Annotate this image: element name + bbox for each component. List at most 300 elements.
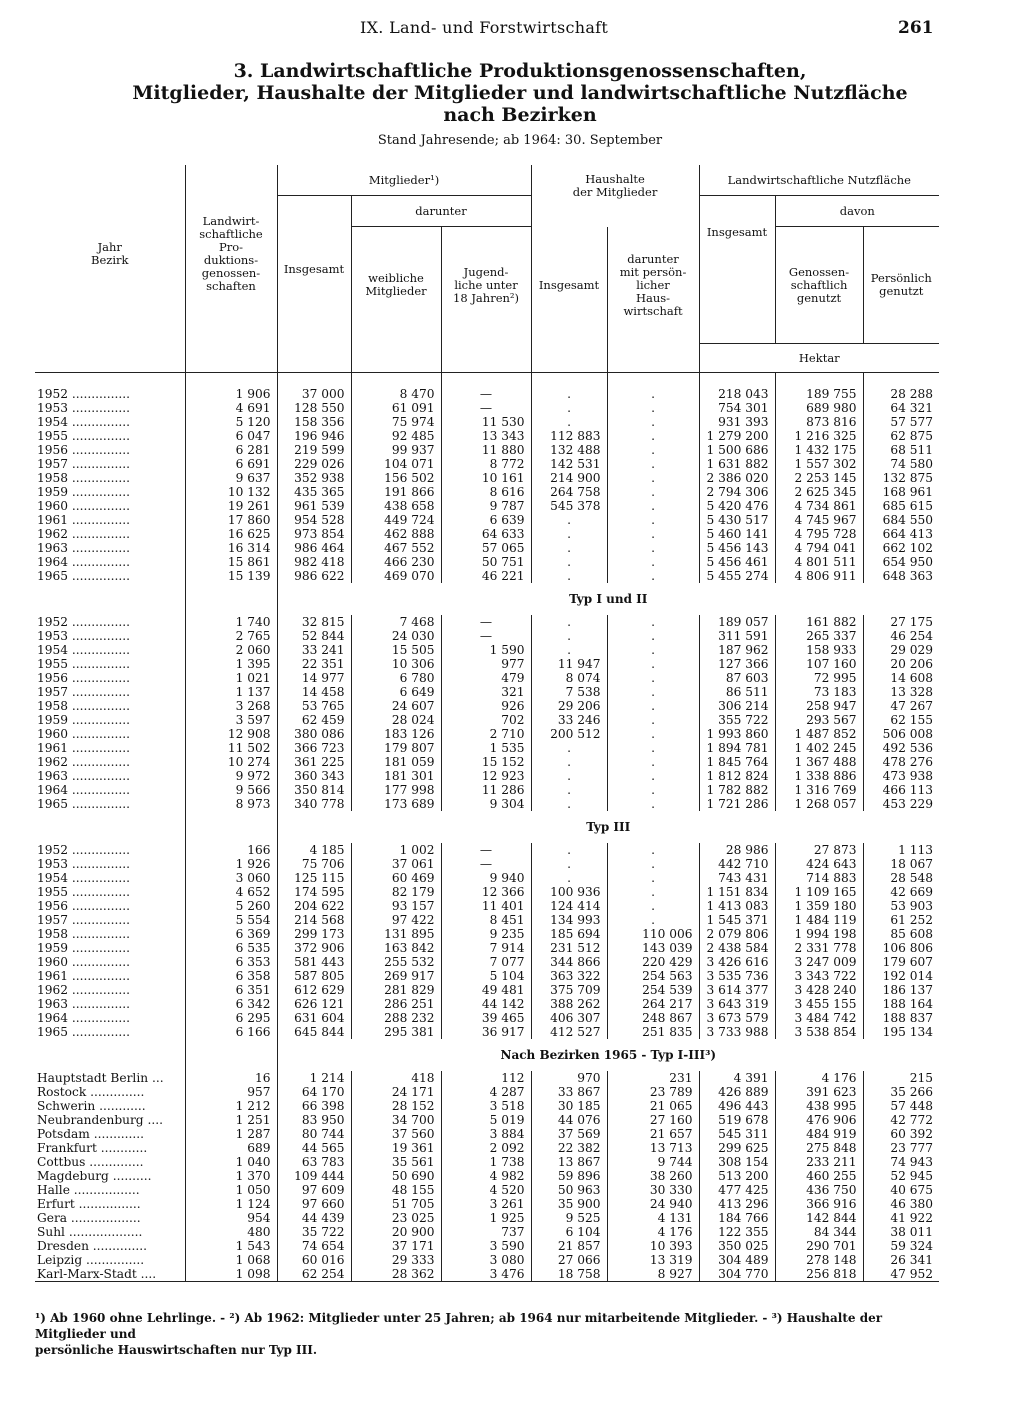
table-cell: 1 402 245 xyxy=(775,741,863,755)
table-cell: 37 560 xyxy=(351,1127,441,1141)
table-cell: 3 538 854 xyxy=(775,1025,863,1039)
table-cell: 1 021 xyxy=(185,671,277,685)
table-cell: 166 xyxy=(185,843,277,857)
row-label: 1954 ............... xyxy=(37,871,131,885)
table-cell: 3 597 xyxy=(185,713,277,727)
table-cell: 28 548 xyxy=(863,871,939,885)
table-cell: 26 341 xyxy=(863,1253,939,1267)
table-cell: 350 025 xyxy=(699,1239,775,1253)
table-cell: 92 485 xyxy=(351,429,441,443)
table-cell: 188 164 xyxy=(863,997,939,1011)
table-cell: 4 745 967 xyxy=(775,513,863,527)
table-cell: 363 322 xyxy=(531,969,607,983)
table-cell: 104 071 xyxy=(351,457,441,471)
row-label: 1962 ............... xyxy=(37,755,131,769)
row-label: 1965 ............... xyxy=(37,797,131,811)
row-label: 1961 ............... xyxy=(37,741,131,755)
table-cell: 14 977 xyxy=(277,671,351,685)
table-cell: 1 845 764 xyxy=(699,755,775,769)
table-cell: 4 176 xyxy=(775,1071,863,1085)
table-row xyxy=(35,471,939,485)
table-cell: 6 342 xyxy=(185,997,277,1011)
table-cell: 22 351 xyxy=(277,657,351,671)
table-cell: 506 008 xyxy=(863,727,939,741)
table-cell: 15 139 xyxy=(185,569,277,583)
table-cell: . xyxy=(531,797,607,811)
chapter-heading: IX. Land- und Forstwirtschaft xyxy=(360,18,609,37)
row-label: 1952 ............... xyxy=(37,843,131,857)
table-cell: 587 805 xyxy=(277,969,351,983)
table-row xyxy=(35,699,939,713)
header-cooperative-use: Genossen- schaftlich genutzt xyxy=(775,227,863,344)
table-cell: . xyxy=(607,615,699,629)
table-cell: . xyxy=(531,615,607,629)
table-cell: 1 316 769 xyxy=(775,783,863,797)
table-cell: 183 126 xyxy=(351,727,441,741)
table-cell: 344 866 xyxy=(531,955,607,969)
table-cell: 477 425 xyxy=(699,1183,775,1197)
table-cell: 8 451 xyxy=(441,913,531,927)
table-cell: 51 705 xyxy=(351,1197,441,1211)
table-row xyxy=(35,1253,939,1267)
table-cell: 161 882 xyxy=(775,615,863,629)
table-cell: 293 567 xyxy=(775,713,863,727)
header-households: Haushalte der Mitglieder xyxy=(531,165,699,227)
table-row xyxy=(35,843,939,857)
table-row xyxy=(35,485,939,499)
table-cell: 16 625 xyxy=(185,527,277,541)
table-row xyxy=(35,1011,939,1025)
table-cell: 278 148 xyxy=(775,1253,863,1267)
table-cell: 14 608 xyxy=(863,671,939,685)
table-cell: . xyxy=(607,755,699,769)
row-label: Neubrandenburg .... xyxy=(37,1113,163,1127)
table-row xyxy=(35,983,939,997)
table-cell: 23 025 xyxy=(351,1211,441,1225)
table-cell: 11 530 xyxy=(441,415,531,429)
table-cell: 12 923 xyxy=(441,769,531,783)
table-cell: 231 xyxy=(607,1071,699,1085)
table-cell: 413 296 xyxy=(699,1197,775,1211)
table-cell: 189 755 xyxy=(775,387,863,401)
table-cell: 6 295 xyxy=(185,1011,277,1025)
table-cell: 1 487 852 xyxy=(775,727,863,741)
table-cell: . xyxy=(531,857,607,871)
table-row xyxy=(35,457,939,471)
table-cell: 24 171 xyxy=(351,1085,441,1099)
table-cell: 204 622 xyxy=(277,899,351,913)
table-cell: 22 382 xyxy=(531,1141,607,1155)
table-cell: 163 842 xyxy=(351,941,441,955)
row-label: 1960 ............... xyxy=(37,727,131,741)
table-cell: 24 030 xyxy=(351,629,441,643)
table-cell: 62 459 xyxy=(277,713,351,727)
table-row xyxy=(35,755,939,769)
table-cell: 191 866 xyxy=(351,485,441,499)
table-cell: 1 279 200 xyxy=(699,429,775,443)
table-cell: 173 689 xyxy=(351,797,441,811)
row-label: 1957 ............... xyxy=(37,457,131,471)
table-cell: . xyxy=(531,541,607,555)
table-cell: 60 469 xyxy=(351,871,441,885)
table-cell: 35 266 xyxy=(863,1085,939,1099)
table-cell: 195 134 xyxy=(863,1025,939,1039)
table-cell: 1 740 xyxy=(185,615,277,629)
row-label: Cottbus .............. xyxy=(37,1155,144,1169)
table-cell: . xyxy=(531,527,607,541)
table-cell: 16 xyxy=(185,1071,277,1085)
table-cell: 93 157 xyxy=(351,899,441,913)
table-row xyxy=(35,769,939,783)
table-cell: 288 232 xyxy=(351,1011,441,1025)
table-cell: 192 014 xyxy=(863,969,939,983)
table-cell: 132 875 xyxy=(863,471,939,485)
table-subtitle: Stand Jahresende; ab 1964: 30. September xyxy=(377,133,663,148)
row-label: 1955 ............... xyxy=(37,885,131,899)
table-cell: . xyxy=(607,541,699,555)
table-cell: 80 744 xyxy=(277,1127,351,1141)
footnote-line-1: ¹) Ab 1960 ohne Lehrlinge. - ²) Ab 1962: Mitglieder unter 25 Jahren; ab 1964 nur mitarbeitende Mitglieder. - ³) Haushalte der Mitglieder und xyxy=(35,1311,883,1341)
row-label: Potsdam ............. xyxy=(37,1127,145,1141)
table-cell: . xyxy=(531,741,607,755)
header-unit-hectare: Hektar xyxy=(699,344,939,373)
table-cell: 156 502 xyxy=(351,471,441,485)
table-cell: 438 658 xyxy=(351,499,441,513)
table-cell: 68 511 xyxy=(863,443,939,457)
table-cell: 16 314 xyxy=(185,541,277,555)
table-cell: 75 706 xyxy=(277,857,351,871)
table-cell: 44 076 xyxy=(531,1113,607,1127)
table-cell: 466 113 xyxy=(863,783,939,797)
table-cell: 1 068 xyxy=(185,1253,277,1267)
table-cell: 99 937 xyxy=(351,443,441,457)
table-row xyxy=(35,941,939,955)
table-cell: 5 104 xyxy=(441,969,531,983)
table-cell: 479 xyxy=(441,671,531,685)
table-cell: 5 420 476 xyxy=(699,499,775,513)
table-cell: 9 566 xyxy=(185,783,277,797)
table-row xyxy=(35,783,939,797)
table-row xyxy=(35,615,939,629)
table-cell: 366 916 xyxy=(775,1197,863,1211)
table-row xyxy=(35,713,939,727)
table-cell: 4 391 xyxy=(699,1071,775,1085)
table-cell: 1 432 175 xyxy=(775,443,863,457)
table-cell: . xyxy=(607,797,699,811)
table-cell: 3 535 736 xyxy=(699,969,775,983)
table-cell: 957 xyxy=(185,1085,277,1099)
table-cell: 412 527 xyxy=(531,1025,607,1039)
table-cell: . xyxy=(531,783,607,797)
row-label: 1952 ............... xyxy=(37,387,131,401)
table-cell: 4 176 xyxy=(607,1225,699,1239)
table-cell: 466 230 xyxy=(351,555,441,569)
table-cell: 1 500 686 xyxy=(699,443,775,457)
table-cell: 304 489 xyxy=(699,1253,775,1267)
table-cell: 436 750 xyxy=(775,1183,863,1197)
table-cell: 63 783 xyxy=(277,1155,351,1169)
table-cell: 11 286 xyxy=(441,783,531,797)
table-cell: 5 260 xyxy=(185,899,277,913)
section-heading xyxy=(35,583,939,615)
row-label: 1963 ............... xyxy=(37,769,131,783)
table-cell: 179 607 xyxy=(863,955,939,969)
table-cell: 5 456 461 xyxy=(699,555,775,569)
section-heading-label: Typ I und II xyxy=(277,583,939,615)
table-cell: 355 722 xyxy=(699,713,775,727)
table-cell: . xyxy=(531,643,607,657)
table-cell: 1 113 xyxy=(863,843,939,857)
table-cell: 299 625 xyxy=(699,1141,775,1155)
table-cell: . xyxy=(607,671,699,685)
table-cell: 112 883 xyxy=(531,429,607,443)
table-cell: 3 733 988 xyxy=(699,1025,775,1039)
row-label: 1953 ............... xyxy=(37,401,131,415)
table-cell: 132 488 xyxy=(531,443,607,457)
table-cell: 9 744 xyxy=(607,1155,699,1169)
table-cell: 10 161 xyxy=(441,471,531,485)
table-cell: 47 952 xyxy=(863,1267,939,1282)
table-cell: . xyxy=(607,415,699,429)
table-cell: 418 xyxy=(351,1071,441,1085)
table-cell: 442 710 xyxy=(699,857,775,871)
table-cell: 128 550 xyxy=(277,401,351,415)
table-row xyxy=(35,1239,939,1253)
table-cell: 1 137 xyxy=(185,685,277,699)
table-cell: 360 343 xyxy=(277,769,351,783)
table-row xyxy=(35,885,939,899)
table-cell: 2 765 xyxy=(185,629,277,643)
row-label: 1962 ............... xyxy=(37,983,131,997)
table-row xyxy=(35,657,939,671)
table-cell: 352 938 xyxy=(277,471,351,485)
table-cell: . xyxy=(607,913,699,927)
table-cell: 304 770 xyxy=(699,1267,775,1282)
table-cell: . xyxy=(607,569,699,583)
table-cell: 44 565 xyxy=(277,1141,351,1155)
table-cell: 286 251 xyxy=(351,997,441,1011)
table-cell: 264 217 xyxy=(607,997,699,1011)
table-cell: 1 002 xyxy=(351,843,441,857)
table-cell: . xyxy=(607,871,699,885)
table-cell: 3 426 616 xyxy=(699,955,775,969)
table-cell: 1 721 286 xyxy=(699,797,775,811)
table-cell: 961 539 xyxy=(277,499,351,513)
table-cell: 8 074 xyxy=(531,671,607,685)
table-cell: 6 639 xyxy=(441,513,531,527)
table-cell: 435 365 xyxy=(277,485,351,499)
table-cell: 11 502 xyxy=(185,741,277,755)
footnote-line-2: persönliche Hauswirtschaften nur Typ III. xyxy=(35,1343,318,1357)
table-cell: 7 077 xyxy=(441,955,531,969)
table-row xyxy=(35,499,939,513)
table-cell: 15 152 xyxy=(441,755,531,769)
table-cell: 702 xyxy=(441,713,531,727)
table-cell: 3 060 xyxy=(185,871,277,885)
row-label: Erfurt ................ xyxy=(37,1197,141,1211)
table-cell: 84 344 xyxy=(775,1225,863,1239)
table-cell: 100 936 xyxy=(531,885,607,899)
table-cell: 28 362 xyxy=(351,1267,441,1282)
table-cell: 6 351 xyxy=(185,983,277,997)
table-cell: 8 616 xyxy=(441,485,531,499)
table-cell: 513 200 xyxy=(699,1169,775,1183)
row-label: 1965 ............... xyxy=(37,1025,131,1039)
table-cell: 264 758 xyxy=(531,485,607,499)
table-cell: 1 590 xyxy=(441,643,531,657)
table-cell: 184 766 xyxy=(699,1211,775,1225)
table-cell: 5 460 141 xyxy=(699,527,775,541)
table-cell: . xyxy=(531,401,607,415)
table-cell: 1 543 xyxy=(185,1239,277,1253)
row-label: Hauptstadt Berlin ... xyxy=(37,1071,164,1085)
table-cell: 214 568 xyxy=(277,913,351,927)
table-cell: 42 669 xyxy=(863,885,939,899)
header-area-total: Insgesamt xyxy=(699,196,775,344)
table-cell: 33 246 xyxy=(531,713,607,727)
table-cell: 64 633 xyxy=(441,527,531,541)
table-cell: 229 026 xyxy=(277,457,351,471)
table-cell: 469 070 xyxy=(351,569,441,583)
table-cell: 662 102 xyxy=(863,541,939,555)
row-label: Leipzig ............... xyxy=(37,1253,145,1267)
row-label: Frankfurt ............ xyxy=(37,1141,148,1155)
table-cell: 2 794 306 xyxy=(699,485,775,499)
table-cell: 3 343 722 xyxy=(775,969,863,983)
table-cell: 1 738 xyxy=(441,1155,531,1169)
table-cell: 4 287 xyxy=(441,1085,531,1099)
header-area-of-which: davon xyxy=(775,196,939,227)
table-cell: 492 536 xyxy=(863,741,939,755)
table-cell: 631 604 xyxy=(277,1011,351,1025)
table-cell: 3 428 240 xyxy=(775,983,863,997)
table-row xyxy=(35,685,939,699)
row-label: 1954 ............... xyxy=(37,415,131,429)
table-cell: 1 631 882 xyxy=(699,457,775,471)
table-cell: 189 057 xyxy=(699,615,775,629)
table-cell: . xyxy=(607,843,699,857)
table-row xyxy=(35,387,939,401)
table-cell: 4 795 728 xyxy=(775,527,863,541)
table-cell: 24 940 xyxy=(607,1197,699,1211)
table-cell: 13 319 xyxy=(607,1253,699,1267)
row-label: 1952 ............... xyxy=(37,615,131,629)
table-row xyxy=(35,527,939,541)
table-cell: 954 xyxy=(185,1211,277,1225)
statistics-table xyxy=(35,165,939,1282)
table-cell: 10 393 xyxy=(607,1239,699,1253)
table-row xyxy=(35,857,939,871)
table-cell: 1 994 198 xyxy=(775,927,863,941)
table-row xyxy=(35,1099,939,1113)
table-row xyxy=(35,899,939,913)
table-cell: 74 580 xyxy=(863,457,939,471)
table-cell: 19 361 xyxy=(351,1141,441,1155)
table-cell: 269 917 xyxy=(351,969,441,983)
table-row xyxy=(35,955,939,969)
table-cell: 1 894 781 xyxy=(699,741,775,755)
row-label: 1959 ............... xyxy=(37,713,131,727)
table-cell: 1 367 488 xyxy=(775,755,863,769)
table-cell: 74 654 xyxy=(277,1239,351,1253)
table-cell: 4 652 xyxy=(185,885,277,899)
row-label: 1961 ............... xyxy=(37,513,131,527)
table-cell: 388 262 xyxy=(531,997,607,1011)
table-cell: — xyxy=(441,401,531,415)
table-cell: . xyxy=(607,857,699,871)
table-cell: 59 324 xyxy=(863,1239,939,1253)
table-cell: 684 550 xyxy=(863,513,939,527)
table-cell: 366 723 xyxy=(277,741,351,755)
table-row xyxy=(35,671,939,685)
table-cell: 11 401 xyxy=(441,899,531,913)
table-cell: 158 356 xyxy=(277,415,351,429)
table-cell: 873 816 xyxy=(775,415,863,429)
table-row xyxy=(35,1141,939,1155)
table-cell: 1 287 xyxy=(185,1127,277,1141)
table-cell: . xyxy=(607,499,699,513)
table-cell: 57 448 xyxy=(863,1099,939,1113)
table-cell: 53 765 xyxy=(277,699,351,713)
table-cell: 743 431 xyxy=(699,871,775,885)
table-cell: 426 889 xyxy=(699,1085,775,1099)
table-cell: 44 439 xyxy=(277,1211,351,1225)
table-cell: 179 807 xyxy=(351,741,441,755)
table-cell: 5 455 274 xyxy=(699,569,775,583)
table-cell: 258 947 xyxy=(775,699,863,713)
table-cell: 391 623 xyxy=(775,1085,863,1099)
table-row xyxy=(35,969,939,983)
row-label: 1961 ............... xyxy=(37,969,131,983)
table-cell: 17 860 xyxy=(185,513,277,527)
table-cell: 1 212 xyxy=(185,1099,277,1113)
table-cell: 476 906 xyxy=(775,1113,863,1127)
table-cell: 181 301 xyxy=(351,769,441,783)
table-row xyxy=(35,443,939,457)
table-cell: 612 629 xyxy=(277,983,351,997)
header-members: Mitglieder¹) xyxy=(277,165,531,196)
table-cell: 6 104 xyxy=(531,1225,607,1239)
table-cell: 973 854 xyxy=(277,527,351,541)
row-label: 1956 ............... xyxy=(37,671,131,685)
row-label: 1963 ............... xyxy=(37,541,131,555)
table-cell: 321 xyxy=(441,685,531,699)
table-cell: 6 369 xyxy=(185,927,277,941)
table-row xyxy=(35,1225,939,1239)
table-cell: — xyxy=(441,615,531,629)
table-cell: 46 221 xyxy=(441,569,531,583)
table-cell: 29 029 xyxy=(863,643,939,657)
row-label: 1958 ............... xyxy=(37,927,131,941)
table-cell: 290 701 xyxy=(775,1239,863,1253)
table-cell: 9 787 xyxy=(441,499,531,513)
header-members-total: Insgesamt xyxy=(277,196,351,344)
table-cell: 21 065 xyxy=(607,1099,699,1113)
table-body xyxy=(35,373,939,1282)
running-header xyxy=(0,18,1024,42)
table-cell: 23 777 xyxy=(863,1141,939,1155)
table-cell: 9 940 xyxy=(441,871,531,885)
table-row xyxy=(35,913,939,927)
table-cell: 1 812 824 xyxy=(699,769,775,783)
table-cell: 142 531 xyxy=(531,457,607,471)
row-label: 1953 ............... xyxy=(37,629,131,643)
table-cell: 4 520 xyxy=(441,1183,531,1197)
table-cell: 496 443 xyxy=(699,1099,775,1113)
table-row xyxy=(35,429,939,443)
table-row xyxy=(35,871,939,885)
table-cell: 2 710 xyxy=(441,727,531,741)
